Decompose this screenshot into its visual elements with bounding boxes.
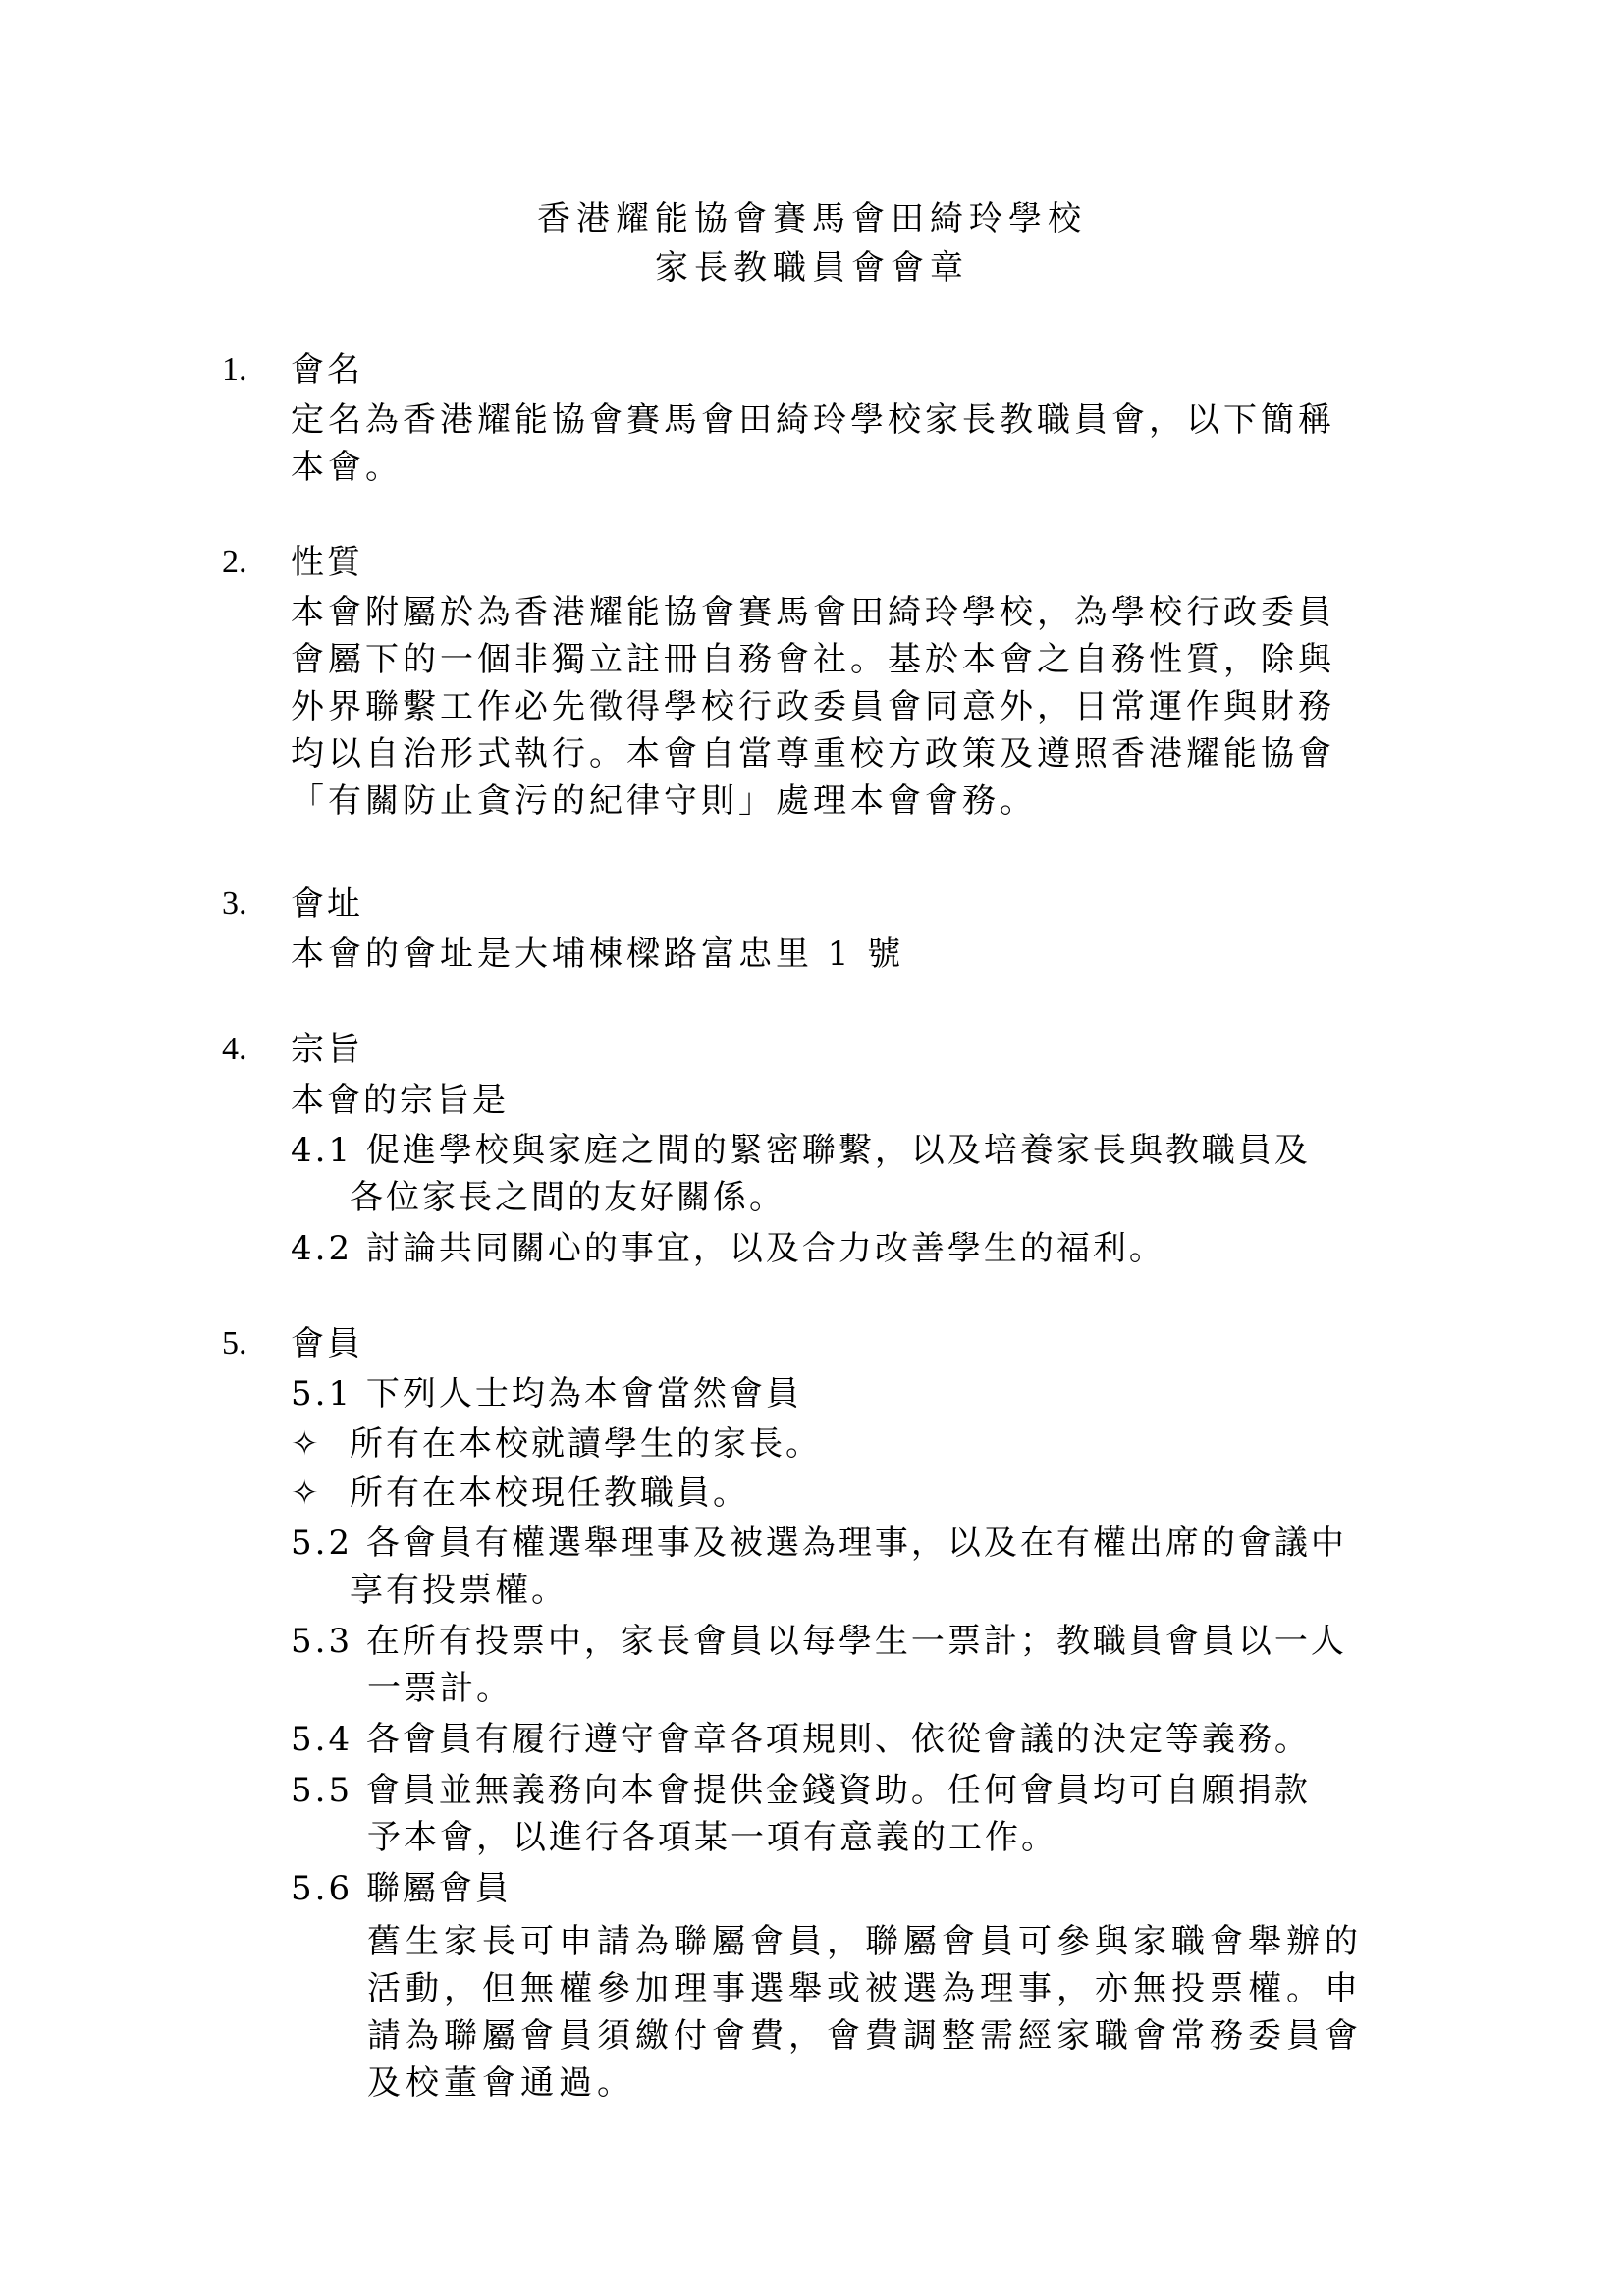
section-4-heading: 宗旨 bbox=[291, 1030, 363, 1069]
section-4-item-1-line: 4.1 促進學校與家庭之間的緊密聯繫，以及培養家長與教職員及 bbox=[291, 1131, 1311, 1170]
section-1-body-line: 定名為香港耀能協會賽馬會田綺玲學校家長教職員會，以下簡稱 bbox=[291, 400, 1335, 440]
section-2-body-line: 均以自治形式執行。本會自當尊重校方政策及遵照香港耀能協會 bbox=[291, 734, 1335, 774]
section-5-item-3-line: 一票計。 bbox=[367, 1669, 513, 1708]
star-bullet-icon: ✧ bbox=[291, 1424, 322, 1464]
section-5-number: 5. bbox=[222, 1325, 247, 1362]
section-5-item-2-line: 享有投票權。 bbox=[350, 1571, 568, 1610]
bullet-text: 所有在本校現任教職員。 bbox=[350, 1473, 749, 1513]
section-3-body-line: 本會的會址是大埔棟樑路富忠里 1 號 bbox=[291, 934, 905, 974]
section-5-bullet-1 bbox=[291, 1419, 822, 1468]
section-5-item-2-line: 5.2 各會員有權選舉理事及被選為理事，以及在有權出席的會議中 bbox=[291, 1523, 1347, 1563]
section-1-heading: 會名 bbox=[291, 350, 363, 390]
section-5-item-6-body-line: 活動，但無權參加理事選舉或被選為理事，亦無投票權。申 bbox=[367, 1969, 1363, 2008]
section-5-bullet-2 bbox=[291, 1468, 749, 1518]
bullet-text: 所有在本校就讀學生的家長。 bbox=[350, 1424, 822, 1464]
section-5-item-6-body bbox=[367, 1918, 1363, 2107]
section-2-number: 2. bbox=[222, 544, 247, 580]
section-5-item-6-body-line: 及校董會通過。 bbox=[367, 2063, 635, 2103]
section-4-item-1 bbox=[291, 1127, 1311, 1221]
section-2-body-line: 會屬下的一個非獨立註冊自務會社。基於本會之自務性質，除與 bbox=[291, 640, 1335, 679]
section-1-body bbox=[291, 397, 1335, 491]
section-4-intro: 本會的宗旨是 bbox=[291, 1081, 509, 1120]
section-1-number: 1. bbox=[222, 351, 247, 388]
section-3-number: 3. bbox=[222, 885, 247, 922]
section-4-item-1-line: 各位家長之間的友好關係。 bbox=[350, 1178, 785, 1217]
star-bullet-icon: ✧ bbox=[291, 1473, 322, 1513]
section-3-body bbox=[291, 931, 904, 978]
section-2-body-line: 本會附屬於為香港耀能協會賽馬會田綺玲學校，為學校行政委員 bbox=[291, 593, 1335, 632]
section-5-item-2 bbox=[291, 1520, 1347, 1614]
section-5-item-6-body-line: 舊生家長可申請為聯屬會員，聯屬會員可參與家職會舉辦的 bbox=[367, 1922, 1363, 1961]
section-5-item-5 bbox=[291, 1767, 1311, 1861]
document-title-line1: 香港耀能協會賽馬會田綺玲學校 bbox=[537, 199, 1087, 239]
section-5-item-1 bbox=[291, 1370, 802, 1417]
section-5-item-4 bbox=[291, 1716, 1311, 1763]
section-4-item-2 bbox=[291, 1225, 1165, 1272]
section-3-heading: 會址 bbox=[291, 884, 363, 924]
section-4-item-2-line: 4.2 討論共同關心的事宜，以及合力改善學生的福利。 bbox=[291, 1229, 1165, 1268]
section-5-item-3-line: 5.3 在所有投票中，家長會員以每學生一票計；教職員會員以一人 bbox=[291, 1622, 1347, 1661]
section-4-number: 4. bbox=[222, 1031, 247, 1067]
section-5-item-1-line: 5.1 下列人士均為本會當然會員 bbox=[291, 1374, 802, 1414]
section-2-heading: 性質 bbox=[291, 543, 363, 582]
section-5-item-5-line: 予本會，以進行各項某一項有意義的工作。 bbox=[367, 1818, 1057, 1857]
section-5-item-3 bbox=[291, 1618, 1347, 1712]
section-2-body-line: 外界聯繫工作必先徵得學校行政委員會同意外，日常運作與財務 bbox=[291, 687, 1335, 726]
section-2-body-line: 「有關防止貪污的紀律守則」處理本會會務。 bbox=[291, 781, 1037, 821]
section-5-item-5-line: 5.5 會員並無義務向本會提供金錢資助。任何會員均可自願捐款 bbox=[291, 1771, 1311, 1810]
section-5-item-4-line: 5.4 各會員有履行遵守會章各項規則、依從會議的決定等義務。 bbox=[291, 1720, 1311, 1759]
section-2-body bbox=[291, 589, 1335, 825]
section-5-heading: 會員 bbox=[291, 1324, 363, 1363]
section-5-item-6-heading bbox=[291, 1865, 512, 1912]
section-5-item-6-body-line: 請為聯屬會員須繳付會費，會費調整需經家職會常務委員會 bbox=[367, 2016, 1363, 2056]
document-title-line2: 家長教職員會會章 bbox=[655, 248, 969, 288]
section-1-body-line: 本會。 bbox=[291, 448, 403, 487]
section-5-item-6-heading-line: 5.6 聯屬會員 bbox=[291, 1869, 512, 1908]
